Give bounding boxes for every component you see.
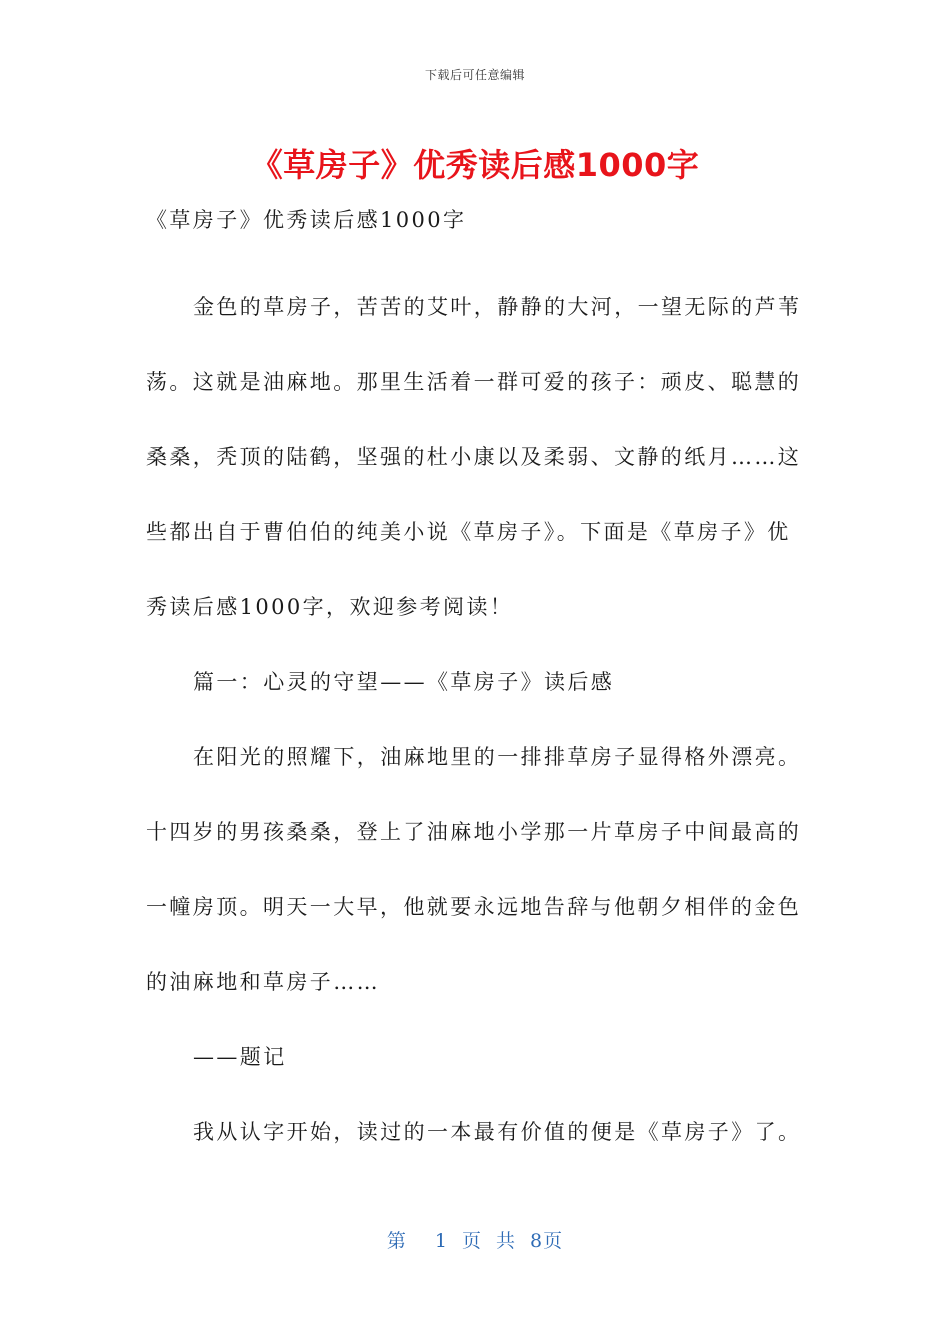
document-body	[146, 196, 806, 1170]
document-subtitle: 《草房子》优秀读后感1000字	[146, 208, 467, 232]
document-title: 《草房子》优秀读后感1000字	[250, 146, 700, 184]
footer-total-word: 共	[496, 1230, 517, 1252]
footer-page-word: 页	[461, 1230, 482, 1252]
section-heading: 篇一：心灵的守望——《草房子》读后感	[193, 670, 615, 694]
paragraph-epigraph: ——题记	[193, 1045, 287, 1069]
footer-current-page: 1	[434, 1230, 448, 1252]
page-footer	[0, 1226, 950, 1253]
footer-prefix: 第	[386, 1230, 407, 1252]
footer-total-pages: 8页	[530, 1230, 564, 1252]
paragraph-opening: 我从认字开始，读过的一本最有价值的便是《草房子》了。	[193, 1120, 802, 1144]
paragraph-intro: 金色的草房子，苦苦的艾叶，静静的大河，一望无际的芦苇荡。这就是油麻地。那里生活着一群可爱的孩子：顽皮、聪慧的桑桑，秃顶的陆鹤，坚强的杜小康以及柔弱、文静的纸月……这些都出自于曹伯伯的纯美小说《草房子》。下面是《草房子》优秀读后感1000字，欢迎参考阅读！	[146, 295, 802, 619]
paragraph-scene: 在阳光的照耀下，油麻地里的一排排草房子显得格外漂亮。十四岁的男孩桑桑，登上了油麻地小学那一片草房子中间最高的一幢房顶。明天一大早，他就要永远地告辞与他朝夕相伴的金色的油麻地和草房子……	[146, 745, 802, 994]
header-note: 下载后可任意编辑	[424, 68, 525, 82]
